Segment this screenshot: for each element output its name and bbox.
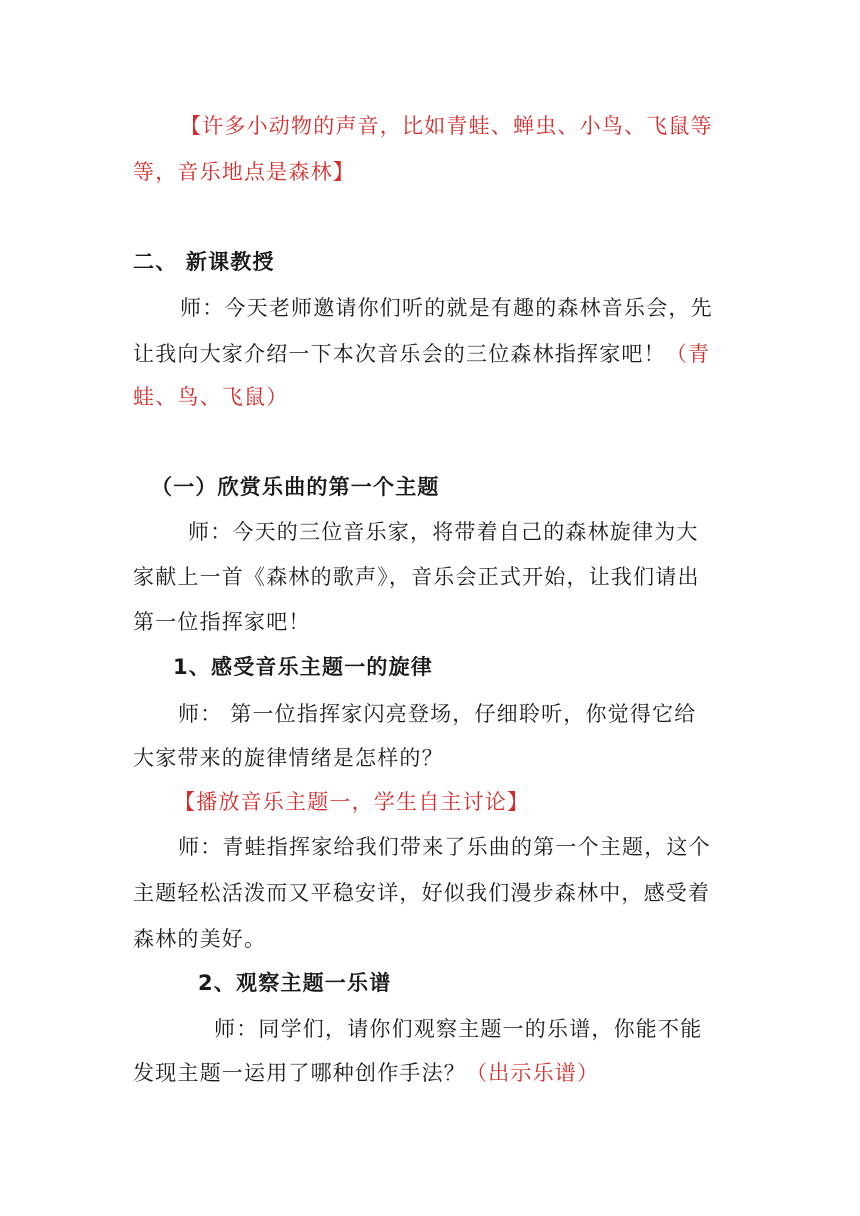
section-heading-new-lesson: 二、 新课教授 bbox=[133, 250, 275, 274]
teacher-intro-line-2 bbox=[133, 341, 733, 367]
item1-answer-line-3: 森林的美好。 bbox=[133, 927, 267, 951]
item-heading-feel-melody: 1、感受音乐主题一的旋律 bbox=[173, 655, 434, 679]
intro-note-line-1: 【许多小动物的声音，比如青蛙、蝉虫、小鸟、飞鼠等 bbox=[180, 114, 713, 138]
intro-note-line-2: 等，音乐地点是森林】 bbox=[133, 160, 355, 184]
item2-question-line-2-text: 发现主题一运用了哪种创作手法？ bbox=[133, 1061, 466, 1085]
theme-intro-line-3: 第一位指挥家吧！ bbox=[133, 610, 311, 634]
item1-answer-line-2: 主题轻松活泼而又平稳安详，好似我们漫步森林中，感受着 bbox=[133, 881, 711, 905]
item1-answer-line-1: 师：青蛙指挥家给我们带来了乐曲的第一个主题，这个 bbox=[178, 835, 711, 859]
item-heading-observe-score: 2、观察主题一乐谱 bbox=[198, 971, 392, 995]
teacher-intro-line-1: 师：今天老师邀请你们听的就是有趣的森林音乐会，先 bbox=[180, 296, 713, 320]
item2-question-line-1: 师：同学们，请你们观察主题一的乐谱，你能不能 bbox=[214, 1017, 703, 1041]
item2-question-line-2-note: （出示乐谱） bbox=[466, 1061, 600, 1085]
subsection-heading-theme-1: （一）欣赏乐曲的第一个主题 bbox=[151, 475, 440, 499]
teacher-intro-line-2-note: （青 bbox=[665, 342, 711, 366]
item1-activity-note: 【播放音乐主题一，学生自主讨论】 bbox=[174, 790, 530, 814]
teacher-intro-line-2-text: 让我向大家介绍一下本次音乐会的三位森林指挥家吧！ bbox=[133, 342, 666, 366]
theme-intro-line-1: 师：今天的三位音乐家，将带着自己的森林旋律为大 bbox=[188, 520, 699, 544]
item1-question-line-2: 大家带来的旋律情绪是怎样的？ bbox=[133, 746, 444, 770]
theme-intro-line-2: 家献上一首《森林的歌声》，音乐会正式开始，让我们请出 bbox=[133, 565, 700, 589]
item2-question-line-2 bbox=[133, 1060, 733, 1086]
teacher-intro-line-3-note: 蛙、鸟、飞鼠） bbox=[133, 385, 289, 409]
item1-question-line-1: 师： 第一位指挥家闪亮登场，仔细聆听，你觉得它给 bbox=[178, 702, 697, 726]
